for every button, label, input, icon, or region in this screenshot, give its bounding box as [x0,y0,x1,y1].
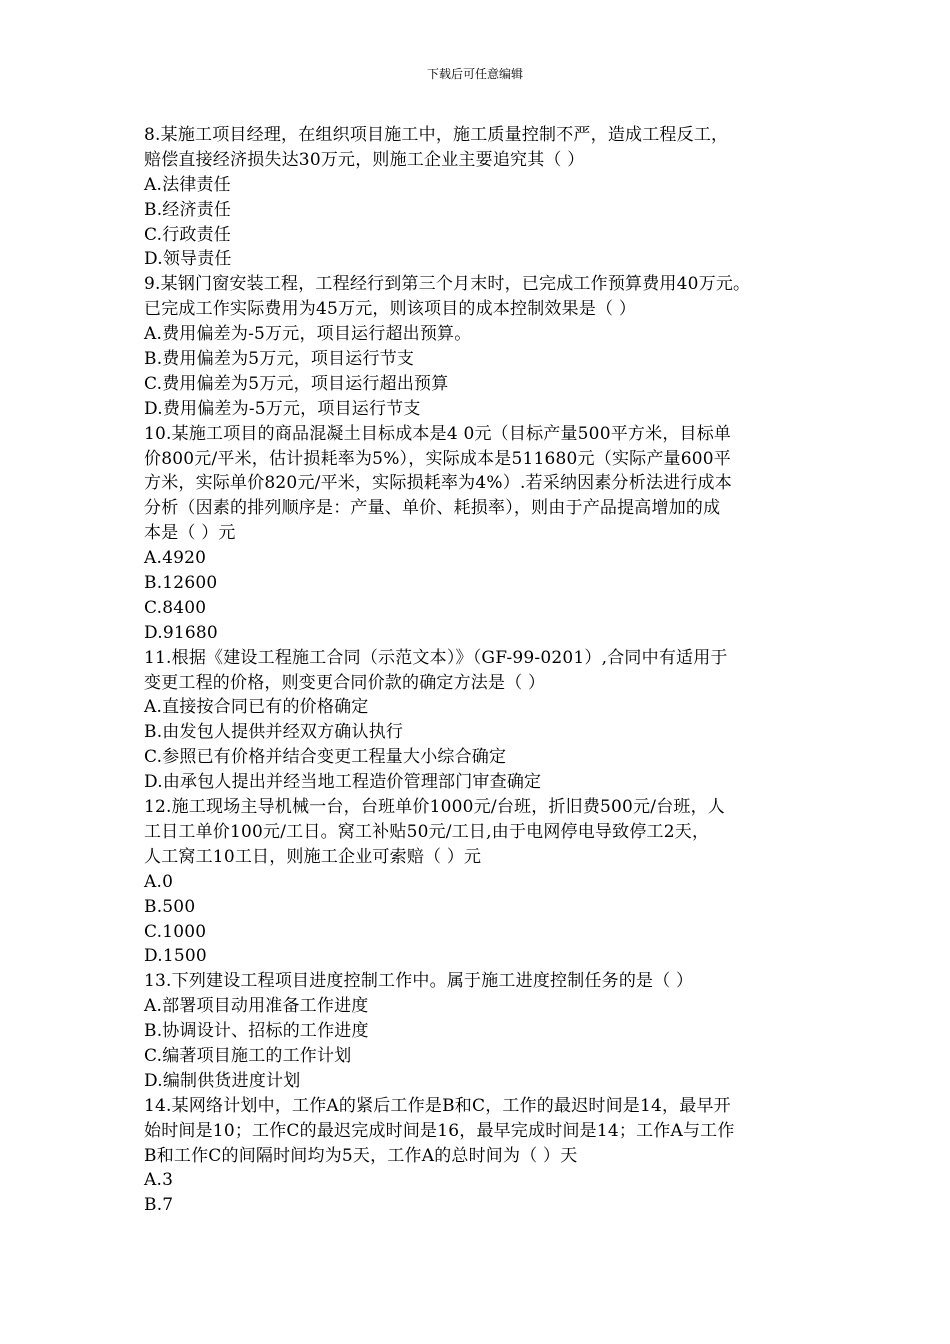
q12-stem-line-3: 人工窝工10工日，则施工企业可索赔（ ）元 [144,846,482,867]
q13-option-c: C.编著项目施工的工作计划 [144,1045,352,1066]
q9-option-b: B.费用偏差为5万元，项目运行节支 [144,349,415,370]
q11-stem-line-2: 变更工程的价格，则变更合同价款的确定方法是（ ） [144,672,546,693]
q14-stem-line-3: B和工作C的间隔时间均为5天，工作A的总时间为（ ）天 [144,1145,578,1166]
q14-stem-line-2: 始时间是10；工作C的最迟完成时间是16，最早完成时间是14；工作A与工作 [144,1120,735,1141]
q10-stem-line-3: 方米，实际单价820元/平米，实际损耗率为4%）.若采纳因素分析法进行成本 [144,473,732,494]
q12-option-c: C.1000 [144,921,207,942]
q8-stem-line-2: 赔偿直接经济损失达30万元，则施工企业主要追究其（ ） [144,149,585,170]
q8-option-a: A.法律责任 [144,174,231,195]
q11-option-d: D.由承包人提出并经当地工程造价管理部门审查确定 [144,772,542,793]
q11-stem-line-1: 11.根据《建设工程施工合同（示范文本）》（GF-99-0201）,合同中有适用于 [144,647,728,668]
q11-option-c: C.参照已有价格并结合变更工程量大小综合确定 [144,747,507,768]
q11-option-a: A.直接按合同已有的价格确定 [144,697,369,718]
page-header: 下载后可任意编辑 [426,67,523,81]
q14-stem-line-1: 14.某网络计划中，工作A的紧后工作是B和C，工作的最迟时间是14，最早开 [144,1095,731,1116]
q13-option-d: D.编制供货进度计划 [144,1070,301,1091]
q12-stem-line-1: 12.施工现场主导机械一台，台班单价1000元/台班，折旧费500元/台班，人 [144,797,726,818]
q10-stem-line-5: 本是（ ）元 [144,523,236,544]
q8-option-b: B.经济责任 [144,199,232,220]
q11-option-b: B.由发包人提供并经双方确认执行 [144,722,404,743]
q12-option-a: A.0 [144,871,174,892]
q9-option-c: C.费用偏差为5万元，项目运行超出预算 [144,373,449,394]
q12-option-d: D.1500 [144,946,207,967]
q9-stem-line-2: 已完成工作实际费用为45万元，则该项目的成本控制效果是（ ） [144,299,637,320]
q10-option-c: C.8400 [144,597,207,618]
q9-option-a: A.费用偏差为-5万元，项目运行超出预算。 [144,324,472,345]
q9-option-d: D.费用偏差为-5万元，项目运行节支 [144,398,421,419]
q13-option-a: A.部署项目动用准备工作进度 [144,996,369,1017]
q10-stem-line-4: 分析（因素的排列顺序是：产量、单价、耗损率），则由于产品提高增加的成 [144,498,721,519]
q10-option-a: A.4920 [144,548,207,569]
q13-stem-line-1: 13.下列建设工程项目进度控制工作中。属于施工进度控制任务的是（ ） [144,971,694,992]
document-body [144,123,824,1218]
q9-stem-line-1: 9.某钢门窗安装工程，工程经行到第三个月末时，已完成工作预算费用40万元。 [144,274,751,295]
q14-option-b: B.7 [144,1195,174,1216]
q8-stem-line-1: 8.某施工项目经理，在组织项目施工中，施工质量控制不严，造成工程反工， [144,125,729,145]
q10-option-d: D.91680 [144,622,218,643]
q10-stem-line-2: 价800元/平米，估计损耗率为5%），实际成本是511680元（实际产量600平 [144,448,731,469]
q12-stem-line-2: 工日工单价100元/工日。窝工补贴50元/工日,由于电网停电导致停工2天， [144,821,710,842]
q12-option-b: B.500 [144,896,196,917]
q13-option-b: B.协调设计、招标的工作进度 [144,1021,369,1042]
q14-option-a: A.3 [144,1170,174,1191]
q8-option-d: D.领导责任 [144,249,232,270]
q10-option-b: B.12600 [144,573,218,594]
q8-option-c: C.行政责任 [144,224,232,245]
q10-stem-line-1: 10.某施工项目的商品混凝土目标成本是4 0元（目标产量500平方米，目标单 [144,423,732,444]
